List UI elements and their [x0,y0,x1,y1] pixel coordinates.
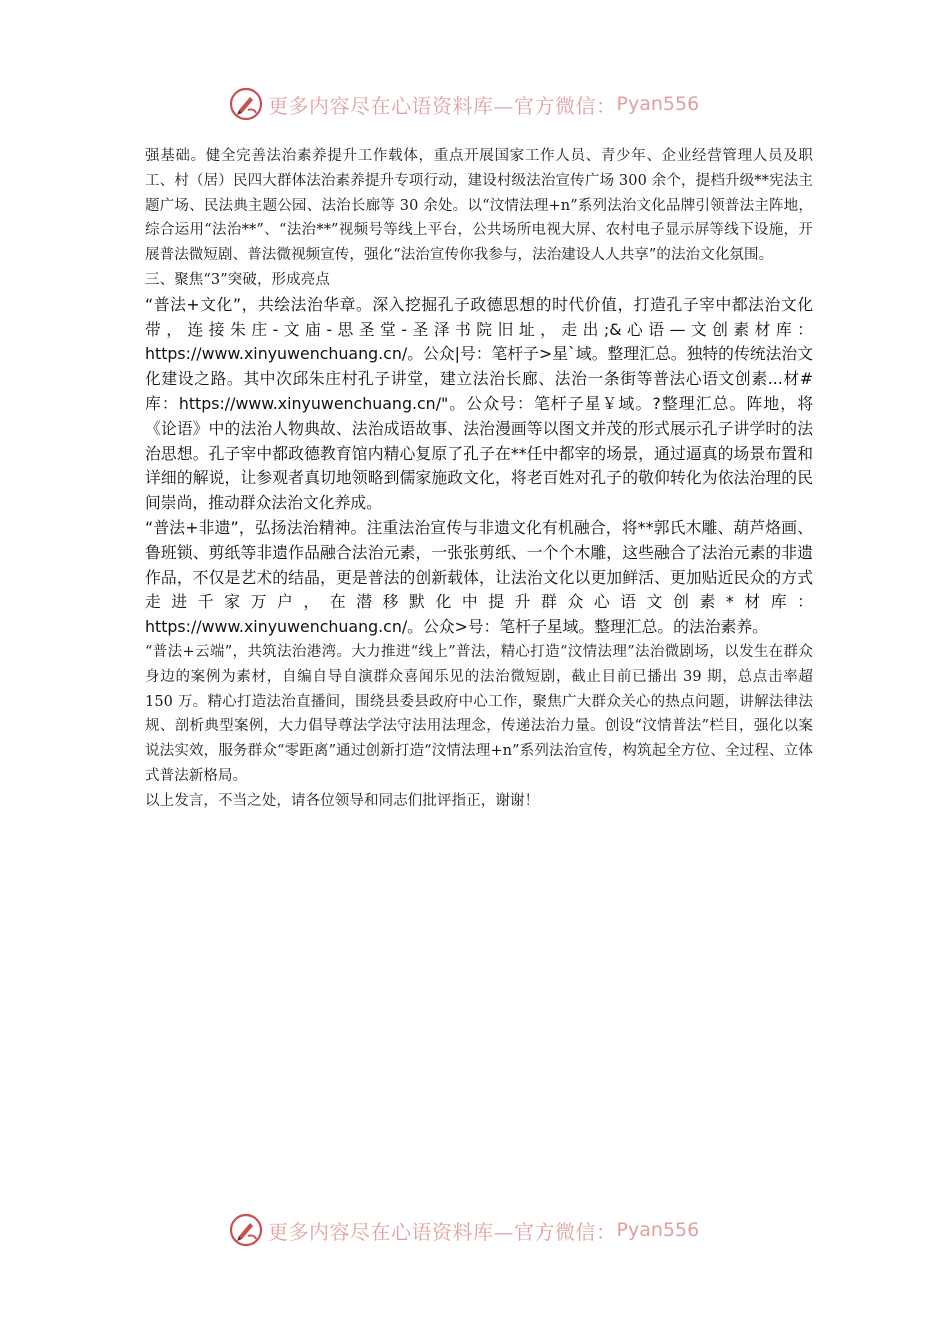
paragraph-strengthen-foundation: 强基础。健全完善法治素养提升工作载体，重点开展国家工作人员、青少年、企业经营管理人员及职工、村（居）民四大群体法治素养提升专项行动，建设村级法治宣传广场 300 余个，提档升级**宪法主题广场、民法典主题公园、法治长廊等 30 余处。以“汶情法理+n”系列法治文化品牌引领普法主阵地，综合运用“法治**”、“法治**”视频号等线上平台，公共场所电视大屏、农村电子显示屏等线下设施，开展普法微短剧、普法微视频宣传，强化“法治宣传你我参与，法治建设人人共享”的法治文化氛围。 [145,148,813,264]
document-body [145,144,813,814]
watermark-wechat-id: Pyan556 [616,1219,700,1241]
pen-logo-icon [228,1212,264,1248]
watermark-wechat-id: Pyan556 [616,93,700,115]
paragraph-law-cloud: “普法+云端”，共筑法治港湾。大力推进“线上”普法，精心打造“汶情法理”法治微剧场，以发生在群众身边的案例为素材，自编自导自演群众喜闻乐见的法治微短剧，截止目前已播出 39 期，总点击率超 150 万。精心打造法治直播间，围绕县委县政府中心工作，聚焦广大群众关心的热点问题，讲解法律法规、剖析典型案例，大力倡导尊法学法守法用法理念，传递法治力量。创设“汶情普法”栏目，强化以案说法实效，服务群众“零距离”通过创新打造“汶情法理+n”系列法治宣传，构筑起全方位、全过程、立体式普法新格局。 [145,643,813,784]
section-heading-three: 三、聚焦“3”突破，形成亮点 [145,271,330,288]
footer-watermark [228,1210,728,1250]
watermark-text: 更多内容尽在心语资料库—官方微信： [268,1219,617,1244]
pen-logo-icon [228,86,264,122]
header-watermark [228,84,728,124]
watermark-text: 更多内容尽在心语资料库—官方微信： [268,93,617,118]
paragraph-law-heritage: “普法+非遗”，弘扬法治精神。注重法治宣传与非遗文化有机融合，将**郭氏木雕、葫芦烙画、鲁班锁、剪纸等非遗作品融合法治元素，一张张剪纸、一个个木雕，这些融合了法治元素的非遗作品，不仅是艺术的结晶，更是普法的创新载体，让法治文化以更加鲜活、更加贴近民众的方式走进千家万户，在潜移默化中提升群众心语文创素*材库：https://www.xinyuwenchuang.cn/。公众>号：笔杆子星域。整理汇总。的法治素养。 [145,517,813,637]
paragraph-law-culture: “普法+文化”，共绘法治华章。深入挖掘孔子政德思想的时代价值，打造孔子宰中都法治文化带，连接朱庄-文庙-思圣堂-圣泽书院旧址，走出;&心语—文创素材库：https://www.xinyuwenchuang.cn/。公众|号：笔杆子>星`域。整理汇总。独特的传统法治文化建设之路。其中次邱朱庄村孔子讲堂，建立法治长廊、法治一条街等普法心语文创素...材#库：https://www.xinyuwenchuang.cn/"。公众号：笔杆子星￥域。?整理汇总。阵地，将《论语》中的法治人物典故、法治成语故事、法治漫画等以图文并茂的形式展示孔子讲学时的法治思想。孔子宰中都政德教育馆内精心复原了孔子在**任中都宰的场景，通过逼真的场景布置和详细的解说，让参观者真切地领略到儒家施政文化，将老百姓对孔子的敬仰转化为依法治理的民间崇尚，推动群众法治文化养成。 [145,294,813,513]
paragraph-closing: 以上发言，不当之处，请各位领导和同志们批评指正，谢谢！ [145,792,540,809]
